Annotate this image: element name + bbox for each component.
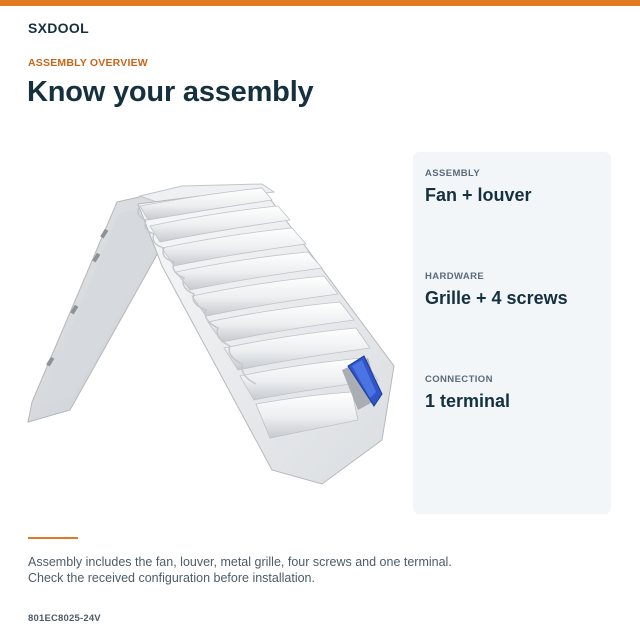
section-eyebrow: ASSEMBLY OVERVIEW [28, 57, 148, 69]
spec-connection [425, 374, 510, 412]
spec-label: HARDWARE [425, 271, 485, 282]
spec-label: CONNECTION [425, 374, 493, 385]
spec-value: Fan + louver [425, 185, 532, 205]
note-line: Check the received configuration before installation. [28, 571, 315, 585]
spec-assembly [425, 168, 532, 206]
spec-value: Grille + 4 screws [425, 288, 568, 308]
spec-card [413, 152, 611, 514]
spec-label: ASSEMBLY [425, 168, 481, 179]
model-number: 801EC8025-24V [28, 613, 101, 624]
spec-value: 1 terminal [425, 391, 511, 411]
spec-hardware [425, 271, 568, 309]
page-title: Know your assembly [27, 76, 314, 108]
accent-top-bar [0, 0, 640, 6]
note-line: Assembly includes the fan, louver, metal grille, four screws and one terminal. [28, 555, 452, 569]
product-image [22, 170, 402, 500]
brand-logo: SXDOOL [28, 20, 89, 36]
assembly-note [28, 554, 588, 586]
accent-divider [28, 537, 78, 539]
